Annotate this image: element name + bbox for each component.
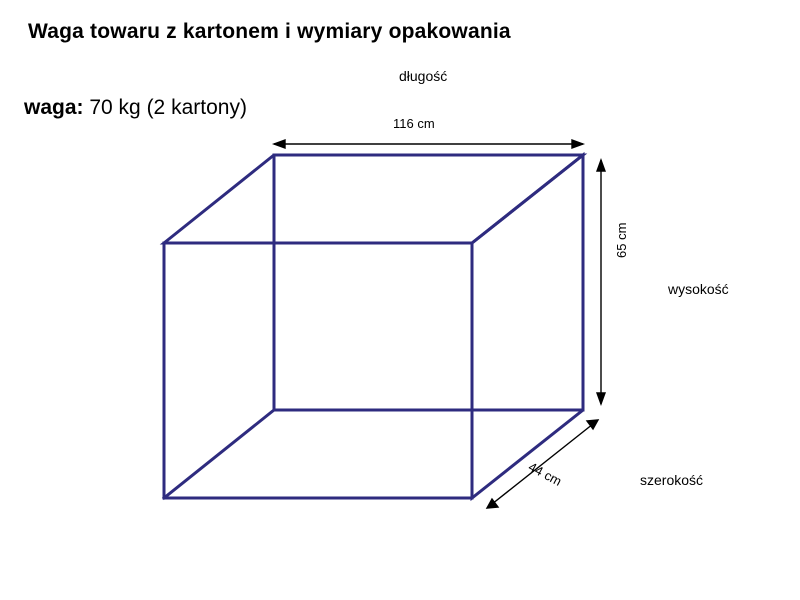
dimension-width-value: 44 cm	[525, 459, 565, 489]
length-arrow-head-left	[274, 140, 285, 148]
dimension-length-value: 116 cm	[393, 116, 435, 131]
back-bottom-left-diagonal	[164, 410, 274, 498]
right-face	[472, 155, 583, 498]
height-arrow-head-bottom	[597, 393, 605, 404]
length-arrow-head-right	[572, 140, 583, 148]
weight-label: waga:	[24, 96, 84, 119]
top-face	[164, 155, 583, 243]
dimension-height-value: 65 cm	[614, 222, 629, 258]
label-width: szerokość	[640, 472, 704, 488]
dimension-arrows	[274, 140, 605, 508]
weight-value: 70 kg (2 kartony)	[89, 96, 247, 119]
carton-edges	[164, 155, 583, 498]
height-arrow-head-top	[597, 160, 605, 171]
label-height: wysokość	[668, 281, 729, 297]
page-title: Waga towaru z kartonem i wymiary opakowania	[28, 20, 511, 43]
label-length: długość	[399, 68, 448, 84]
